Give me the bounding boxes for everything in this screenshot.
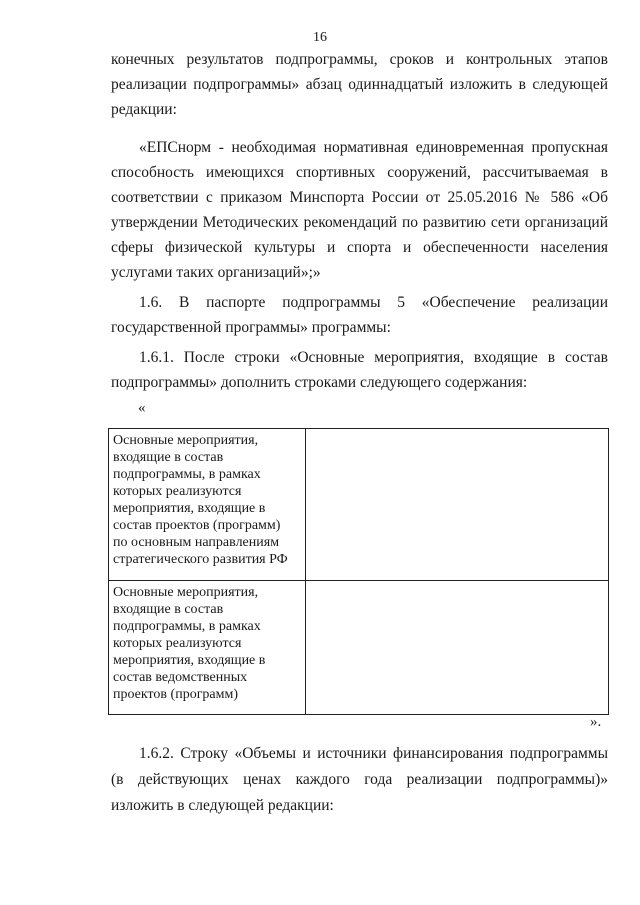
row-label-strategic: Основные мероприятия, входящие в состав подпрограммы, в рамках которых реализуются мероприятия, входящие в состав проектов (программ) по основным направлениям стратегического развития РФ bbox=[113, 433, 288, 567]
table-row bbox=[109, 581, 609, 715]
table-cell-label bbox=[109, 581, 306, 715]
table-cell-label bbox=[109, 429, 306, 581]
quote-close-mark: ». bbox=[590, 714, 602, 730]
row-label-departmental: Основные мероприятия, входящие в состав подпрограммы, в рамках которых реализуются мероприятия, входящие в состав ведомственных проектов (программ) bbox=[113, 585, 266, 702]
quote-open-mark: « bbox=[138, 400, 146, 416]
paragraph-continuation: конечных результатов подпрограммы, сроков и контрольных этапов реализации подпрограммы» абзац одиннадцатый изложить в следующей редакции: bbox=[111, 51, 608, 118]
table-cell-value bbox=[306, 581, 609, 715]
measures-table bbox=[108, 428, 609, 715]
paragraph-1-6-1: 1.6.1. После строки «Основные мероприятия, входящие в состав подпрограммы» дополнить строками следующего содержания: bbox=[111, 349, 608, 391]
table-row bbox=[109, 429, 609, 581]
paragraph-epsnorm: «ЕПСнорм - необходимая нормативная единовременная пропускная способность имеющихся спортивных сооружений, рассчитываемая в соответствии с приказом Минспорта России от 25.05.2016 № 586 «Об утверждении Методических рекомендаций по развитию сети организаций сферы физической культуры и спорта и обеспеченности населения услугами таких организаций»;» bbox=[111, 139, 608, 281]
table-cell-value bbox=[306, 429, 609, 581]
paragraph-1-6-2: 1.6.2. Строку «Объемы и источники финансирования подпрограммы (в действующих ценах каждого года реализации подпрограммы)» изложить в следующей редакции: bbox=[111, 745, 608, 814]
paragraph-1-6: 1.6. В паспорте подпрограммы 5 «Обеспечение реализации государственной программы» программы: bbox=[111, 294, 608, 336]
page-number: 16 bbox=[313, 30, 327, 45]
